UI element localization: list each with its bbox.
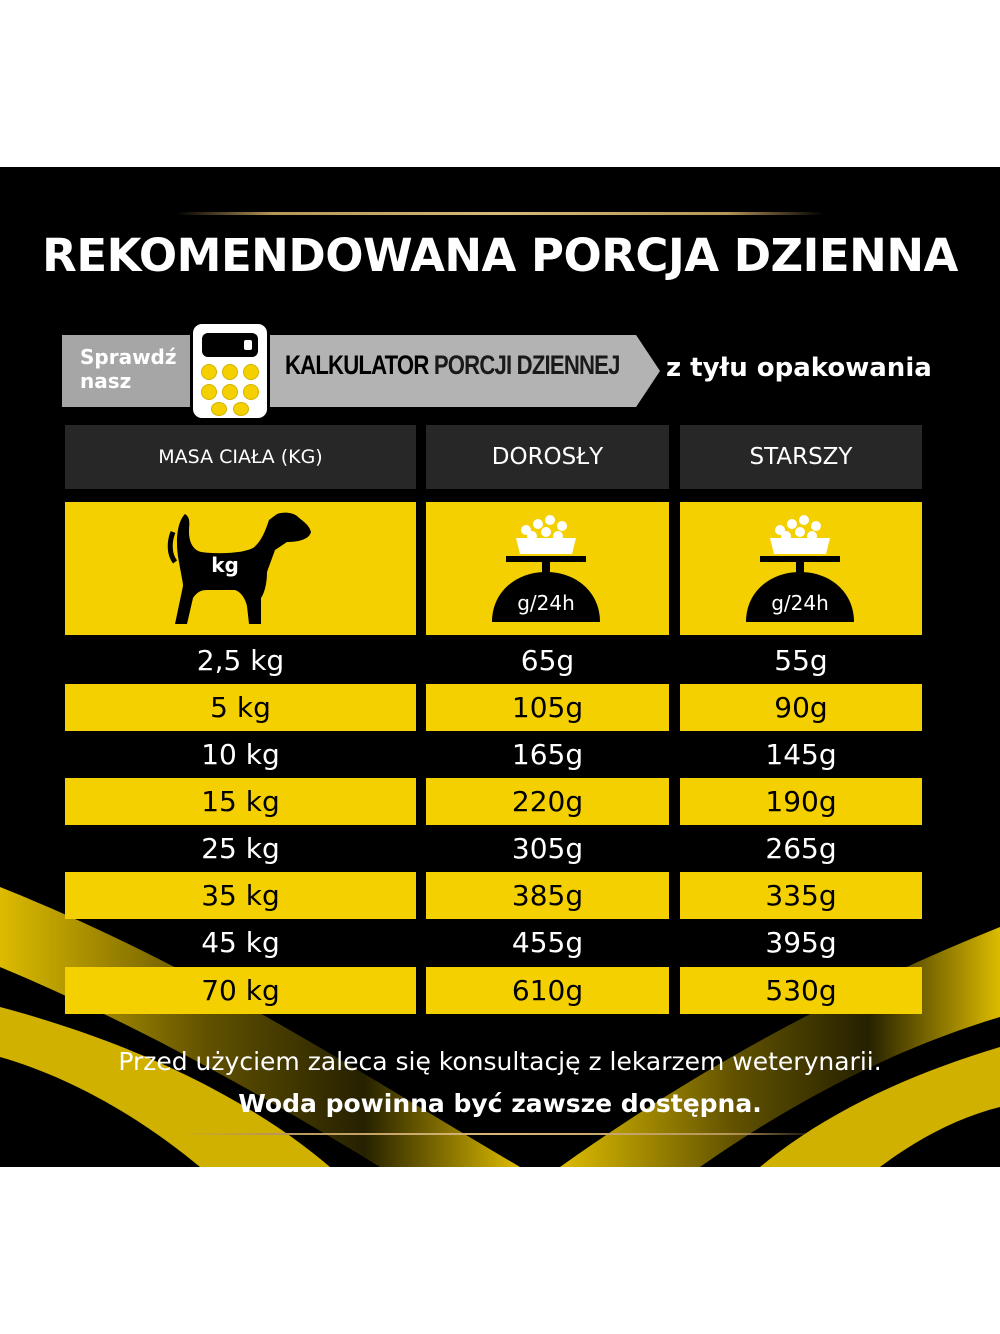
banner-check-text — [80, 345, 177, 393]
calculator-screen — [202, 333, 258, 357]
table-row — [0, 778, 1000, 825]
adult-scale-label: g/24h — [517, 591, 575, 615]
gold-divider-bottom — [177, 1133, 823, 1135]
vet-consult-note: Przed użyciem zaleca się konsultację z lekarzem weterynarii. — [118, 1047, 882, 1076]
row-senior: 145g — [765, 738, 837, 771]
row-adult: 105g — [426, 684, 669, 731]
row-adult: 220g — [426, 778, 669, 825]
row-mass: 10 kg — [201, 738, 280, 771]
calculator-word-1: KALKULATOR — [285, 350, 429, 380]
row-senior: 265g — [765, 832, 837, 865]
gold-divider-top — [177, 212, 823, 215]
header-adult: DOROSŁY — [426, 425, 669, 489]
header-body-mass: MASA CIAŁA (KG) — [65, 425, 416, 489]
row-adult: 305g — [511, 832, 584, 865]
dog-kg-label: kg — [211, 553, 239, 577]
row-adult: 610g — [426, 967, 669, 1014]
senior-scale-label: g/24h — [771, 591, 829, 615]
dog-icon-cell — [65, 502, 416, 635]
table-row — [0, 731, 1000, 778]
row-mass: 70 kg — [65, 967, 416, 1014]
row-adult: 455g — [511, 926, 584, 959]
table-row — [0, 872, 1000, 919]
table-row — [0, 637, 1000, 684]
food-scale-icon — [426, 502, 669, 635]
row-senior: 395g — [765, 926, 837, 959]
check-line-1: Sprawdź — [80, 345, 177, 369]
feeding-panel — [0, 167, 1000, 1167]
header-senior: STARSZY — [680, 425, 922, 489]
row-mass: 45 kg — [201, 926, 280, 959]
row-adult: 65g — [520, 644, 575, 677]
row-mass: 35 kg — [65, 872, 416, 919]
row-senior: 530g — [680, 967, 922, 1014]
table-row — [0, 919, 1000, 966]
back-of-pack-text: z tyłu opakowania — [666, 353, 932, 383]
table-row — [0, 825, 1000, 872]
row-senior: 335g — [680, 872, 922, 919]
table-row — [0, 684, 1000, 731]
senior-scale-icon-cell — [680, 502, 922, 635]
row-mass: 5 kg — [65, 684, 416, 731]
calculator-label — [285, 350, 620, 381]
row-mass: 2,5 kg — [196, 644, 285, 677]
row-senior: 190g — [680, 778, 922, 825]
calculator-word-2: PORCJI DZIENNEJ — [433, 350, 620, 380]
row-adult: 385g — [426, 872, 669, 919]
row-senior: 55g — [774, 644, 828, 677]
row-adult: 165g — [511, 738, 584, 771]
calculator-icon — [190, 321, 270, 421]
food-scale-icon — [680, 502, 922, 635]
row-mass: 25 kg — [201, 832, 280, 865]
row-mass: 15 kg — [65, 778, 416, 825]
row-senior: 90g — [680, 684, 922, 731]
dog-icon — [65, 502, 416, 635]
page-title: REKOMENDOWANA PORCJA DZIENNA — [42, 229, 958, 282]
water-note: Woda powinna być zawsze dostępna. — [238, 1089, 762, 1118]
check-line-2: nasz — [80, 369, 132, 393]
table-row — [0, 967, 1000, 1014]
adult-scale-icon-cell — [426, 502, 669, 635]
